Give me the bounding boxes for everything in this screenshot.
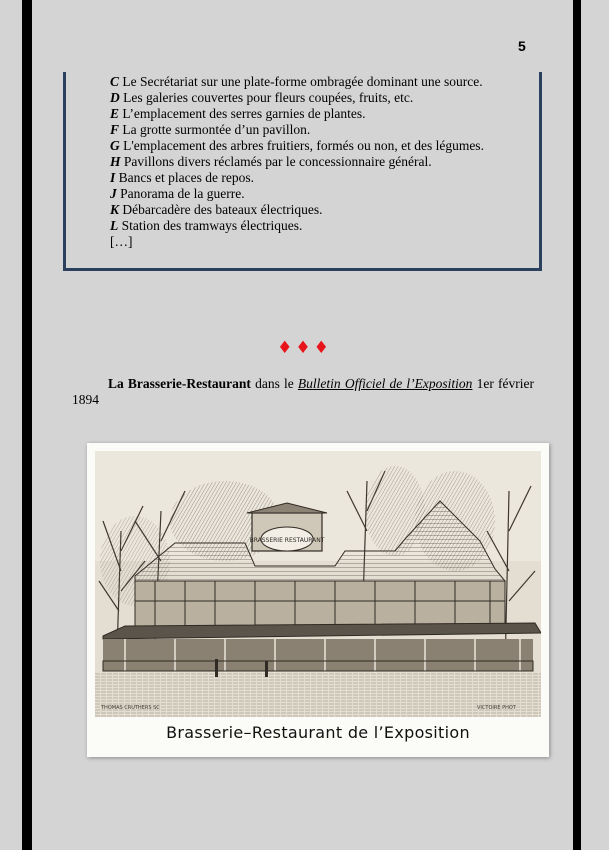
legend-box bbox=[63, 72, 542, 271]
legend-letter: K bbox=[110, 202, 120, 217]
photo-caption: Brasserie–Restaurant de l’Exposition bbox=[166, 723, 470, 742]
left-border-bar bbox=[22, 0, 32, 850]
legend-text: L’emplacement des serres garnies de plantes. bbox=[119, 106, 366, 121]
diamond-separator: ♦♦♦ bbox=[277, 338, 332, 358]
legend-letter: H bbox=[110, 154, 121, 169]
legend-item bbox=[110, 122, 484, 138]
legend-letter: I bbox=[110, 170, 116, 185]
legend-text: L'emplacement des arbres fruitiers, formés ou non, et des légumes. bbox=[119, 138, 484, 153]
legend-list bbox=[110, 74, 484, 250]
legend-text: Le Secrétariat sur une plate-forme ombragée dominant une source. bbox=[119, 74, 483, 89]
legend-text: Bancs et places de repos. bbox=[115, 170, 254, 185]
legend-item bbox=[110, 170, 484, 186]
legend-letter: G bbox=[110, 138, 120, 153]
legend-letter: C bbox=[110, 74, 120, 89]
legend-letter: J bbox=[110, 186, 117, 201]
legend-item bbox=[110, 138, 484, 154]
legend-letter: D bbox=[110, 90, 120, 105]
intro-bold: La Brasserie-Restaurant bbox=[108, 376, 251, 391]
legend-item bbox=[110, 218, 484, 234]
intro-paragraph bbox=[72, 376, 534, 408]
legend-text: Pavillons divers réclamés par le concessionnaire général. bbox=[120, 154, 432, 169]
photographer-credit: VICTOIRE PHOT bbox=[477, 705, 516, 711]
legend-letter: F bbox=[110, 122, 120, 137]
legend-letter: E bbox=[110, 106, 120, 121]
legend-text: Panorama de la guerre. bbox=[116, 186, 245, 201]
legend-item bbox=[110, 74, 484, 90]
legend-text: Débarcadère des bateaux électriques. bbox=[119, 202, 323, 217]
legend-text: La grotte surmontée d’un pavillon. bbox=[119, 122, 311, 137]
legend-text: Station des tramways électriques. bbox=[118, 218, 303, 233]
brasserie-engraving-image bbox=[95, 451, 541, 717]
right-border-bar bbox=[573, 0, 581, 850]
legend-item bbox=[110, 154, 484, 170]
legend-text: Les galeries couvertes pour fleurs coupées, fruits, etc. bbox=[119, 90, 414, 105]
legend-item bbox=[110, 106, 484, 122]
sign-text: BRASSERIE RESTAURANT bbox=[249, 537, 325, 544]
legend-item bbox=[110, 186, 484, 202]
page-number: 5 bbox=[518, 38, 526, 54]
legend-item bbox=[110, 90, 484, 106]
intro-date: 1er février 1894 bbox=[72, 376, 534, 407]
legend-ellipsis: […] bbox=[110, 234, 133, 249]
photo-card bbox=[87, 443, 549, 757]
intro-middle: dans le bbox=[250, 376, 298, 391]
bulletin-link[interactable]: Bulletin Officiel de l’Exposition bbox=[297, 376, 473, 391]
engraver-credit: THOMAS CRUTHERS SC bbox=[101, 705, 160, 711]
legend-item bbox=[110, 202, 484, 218]
legend-letter: L bbox=[110, 218, 119, 233]
